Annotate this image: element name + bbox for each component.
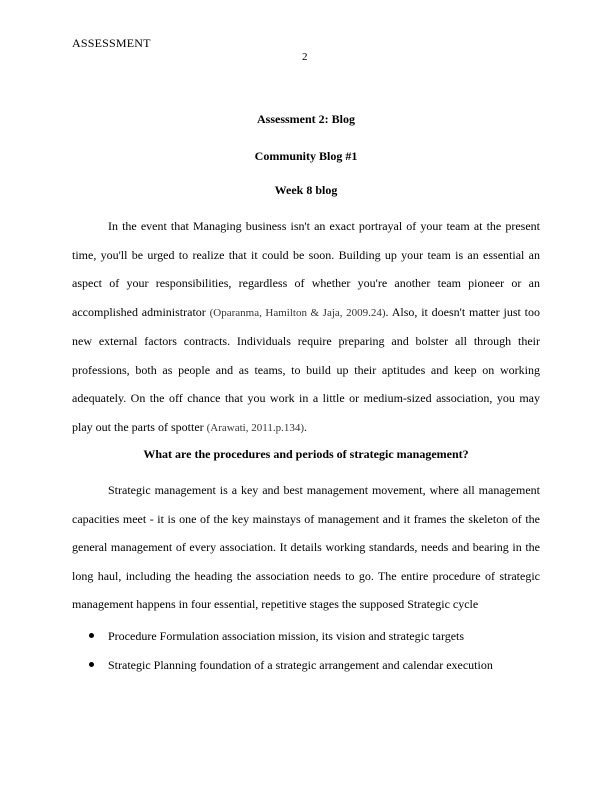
intro-text-a: In the event that Managing business isn't an exact portrayal of your team at the present time, you'll be urged to realize that it could be soon. Building up your team is an essential an aspect of your responsibilities, regardless of whether you're another team pioneer or an accomplished administrator [72, 219, 540, 319]
week-title: Week 8 blog [274, 183, 338, 197]
bullet-icon [89, 633, 94, 638]
section-heading: What are the procedures and periods of strategic management? [143, 447, 469, 461]
intro-text-b: . Also, it doesn't matter just too new external factors contracts. Individuals require preparing and bolster all through their professions, both as people and as teams, to build up their aptitudes and keep on working adequately. On the off chance that you work in a little or medium-sized association, you may play out the parts of spotter [72, 304, 540, 434]
section-paragraph: Strategic management is a key and best management movement, where all management capacities meet - it is one of the key mainstays of management and it frames the skeleton of the general management of every association. It details working standards, needs and bearing in the long haul, including the heading the association needs to go. The entire procedure of strategic management happens in four essential, repetitive stages the supposed Strategic cycle [72, 483, 540, 611]
page-number: 2 [302, 51, 308, 63]
bullet-icon [89, 662, 94, 667]
running-head: ASSESSMENT [72, 36, 151, 50]
intro-citation-a: (Oparanma, Hamilton & Jaja, 2009.24) [209, 306, 386, 319]
community-blog-title: Community Blog #1 [254, 149, 358, 163]
intro-citation-b: (Arawati, 2011.p.134) [206, 421, 304, 434]
list-item [72, 651, 552, 680]
intro-paragraph [72, 212, 540, 442]
list-item [72, 622, 552, 651]
intro-text-c: . [304, 419, 307, 434]
list-item-text: Strategic Planning foundation of a strategic arrangement and calendar execution [108, 657, 493, 672]
list-item-text: Procedure Formulation association mission, its vision and strategic targets [108, 629, 465, 643]
assessment-title: Assessment 2: Blog [257, 112, 355, 126]
bullet-list [72, 622, 552, 679]
